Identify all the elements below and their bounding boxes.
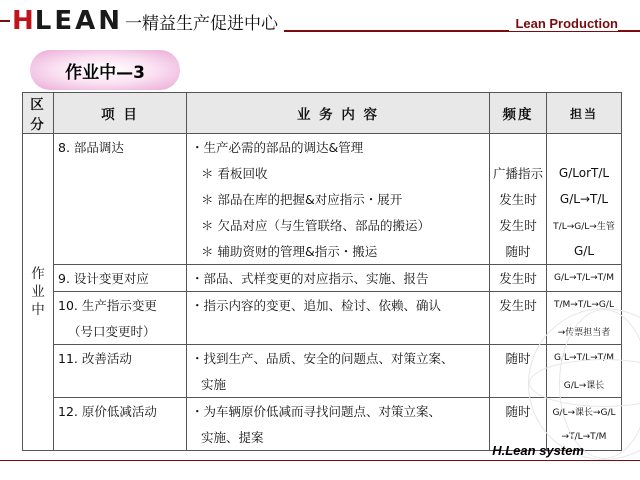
brand-lean-production: Lean Production [509,16,618,31]
header-item: 项 目 [54,93,187,134]
item-cell: （号口变更时） [54,318,187,345]
responsible-cell: G/L→课长→G/L [547,398,622,425]
item-cell: 8. 部品调达 [54,134,187,161]
frequency-cell: 发生时 [490,186,547,212]
frequency-cell: 随时 [490,238,547,265]
content-cell: 实施 [187,371,490,398]
table-row [23,186,622,212]
content-cell: ・部品、式样变更的对应指示、实施、报告 [187,265,490,292]
page-title: 作业中—3 [30,50,180,90]
item-cell [54,212,187,238]
table-row [23,160,622,186]
item-cell: 9. 设计变更对应 [54,265,187,292]
responsible-cell: →传票担当者 [547,318,622,345]
logo-lean: LEAN [34,6,123,36]
content-cell: ＊ 部品在库的把握&对应指示・展开 [187,186,490,212]
responsible-cell: G/L→T/L→T/M [547,345,622,372]
item-cell [54,238,187,265]
table-row [23,292,622,319]
frequency-cell: 发生时 [490,212,547,238]
frequency-cell: 广播指示 [490,160,547,186]
item-cell [54,160,187,186]
content-cell: 实施、提案 [187,424,490,451]
logo [0,6,284,36]
content-cell: ・为车辆原价低减而寻找问题点、对策立案、 [187,398,490,425]
responsible-cell: →T/L→T/M [547,424,622,451]
item-cell [54,371,187,398]
content-cell: ＊ 辅助资财的管理&指示・搬运 [187,238,490,265]
responsible-cell: G/LorT/L [547,160,622,186]
frequency-cell [490,318,547,345]
table-row [23,265,622,292]
frequency-cell: 发生时 [490,292,547,319]
content-cell [187,318,490,345]
responsible-cell: T/L→G/L→生管 [547,212,622,238]
responsible-cell: G/L [547,238,622,265]
table-row [23,238,622,265]
item-cell: 12. 原价低减活动 [54,398,187,425]
frequency-cell [490,134,547,161]
header-frequency: 频度 [490,93,547,134]
responsible-cell [547,134,622,161]
content-cell: ＊ 看板回收 [187,160,490,186]
item-cell [54,186,187,212]
content-cell: ・指示内容的变更、追加、检讨、依赖、确认 [187,292,490,319]
category-cell [23,134,54,451]
responsible-cell: G/L→T/L→T/M [547,265,622,292]
responsible-cell: G/L→T/L [547,186,622,212]
logo-dash [0,20,10,22]
frequency-cell: 随时 [490,345,547,372]
logo-h: H [12,6,35,36]
table-row [23,212,622,238]
item-cell: 10. 生产指示变更 [54,292,187,319]
item-cell: 11. 改善活动 [54,345,187,372]
responsible-cell: T/M→T/L→G/L [547,292,622,319]
content-cell: ・找到生产、品质、安全的问题点、对策立案、 [187,345,490,372]
table-row [23,318,622,345]
footer-rule [0,460,640,461]
table-header-row [23,93,622,134]
footer-system-label: H.Lean system [492,443,584,458]
header-category: 区分 [23,93,54,134]
frequency-cell: 发生时 [490,265,547,292]
responsible-cell: G/L→课长 [547,371,622,398]
item-cell [54,424,187,451]
header-responsible: 担当 [547,93,622,134]
logo-chinese-name: 一精益生产促进中心 [124,13,278,34]
content-cell: ＊ 欠品对应（与生管联络、部品的搬运） [187,212,490,238]
header-content: 业 务 内 容 [187,93,490,134]
content-cell: ・生产必需的部品的调达&管理 [187,134,490,161]
frequency-cell: 随时 [490,398,547,425]
category-label: 作业中 [31,266,45,318]
table-row [23,134,622,161]
